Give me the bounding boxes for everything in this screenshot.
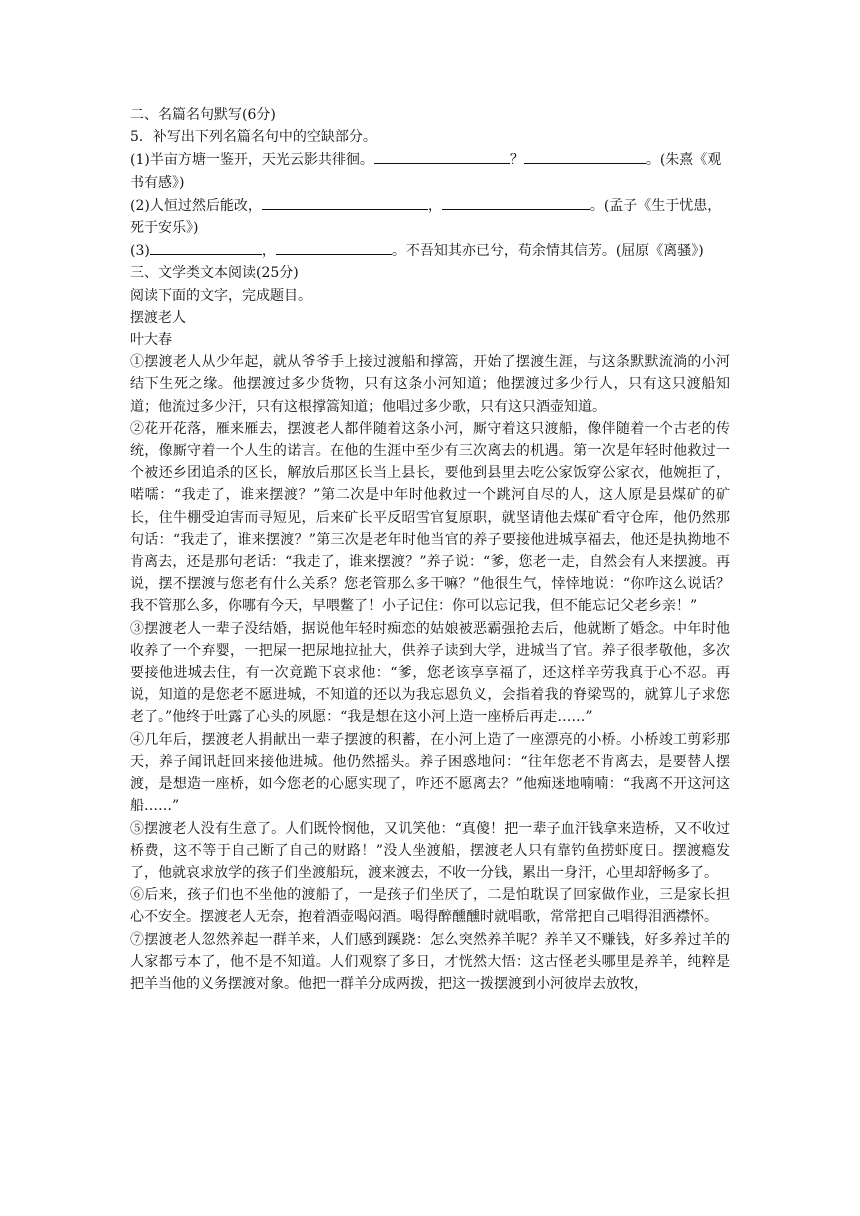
recitation-item-2-source: 死于安乐》): [130, 220, 199, 237]
article-paragraph-6: ⑥后来，孩子们也不坐他的渡船了，一是孩子们坐厌了，二是怕耽误了回家做作业，三是家长担心不安全。摆渡老人无奈，抱着酒壶喝闷酒。喝得醉醺醺时就唱歌，常常把自己唱得泪洒襟怀。: [130, 887, 730, 926]
answer-blank-6[interactable]: [276, 239, 392, 255]
article-author: 叶大春: [130, 332, 172, 349]
question-5-prompt: 5．补写出下列名篇名句中的空缺部分。: [130, 129, 377, 146]
document-page: [130, 104, 730, 995]
section-heading-recitation: 二、名篇名句默写(6分): [130, 107, 276, 123]
article-paragraph-2: ②花开花落，雁来雁去，摆渡老人都伴随着这条小河，厮守着这只渡船，像伴随着一个古老的传统，像厮守着一个人生的诺言。在他的生涯中至少有三次离去的机遇。第一次是年轻时他救过一个被还乡团追杀的区长，解放后那区长当上县长，要他到县里去吃公家饭穿公家衣，他婉拒了，喏嚅：“我走了，谁来摆渡？”第二次是中年时他救过一个跳河自尽的人，这人原是县煤矿的矿长，住牛棚受迫害而寻短见，后来矿长平反昭雪官复原职，就坚请他去煤矿看守仓库，他仍然那句话：“我走了，谁来摆渡？”第三次是老年时他当官的养子要接他进城享福去，他还是执拗地不肯离去，还是那句老话：“我走了，谁来摆渡？”养子说：“爹，您老一走，自然会有人来摆渡。再说，摆不摆渡与您老有什么关系？您老管那么多干嘛？”他很生气，悻悻地说：“你咋这么说话？我不管那么多，你哪有今天，早喂鳖了！小子记住：你可以忘记我，但不能忘记父老乡亲！”: [130, 420, 730, 615]
article-paragraph-7: ⑦摆渡老人忽然养起一群羊来，人们感到蹊跷：怎么突然养羊呢？养羊又不赚钱，好多养过羊的人家都亏本了，他不是不知道。人们观察了多日，才恍然大悟：这古怪老头哪里是养羊，纯粹是把羊当他的义务摆渡对象。他把一群羊分成两拨，把这一拨摆渡到小河彼岸去放牧，: [130, 931, 730, 992]
recitation-item-1: (1)半亩方塘一鉴开，天光云影共徘徊。 ？ 。(朱熹《观: [130, 148, 730, 171]
section-heading-reading: 三、文学类文本阅读(25分): [130, 265, 299, 282]
answer-blank-4[interactable]: [442, 194, 590, 210]
reading-instruction: 阅读下面的文字，完成题目。: [130, 287, 312, 304]
article-paragraph-4: ④几年后，摆渡老人捐献出一辈子摆渡的积蓄，在小河上造了一座漂亮的小桥。小桥竣工剪彩那天，养子闻讯赶回来接他进城。他仍然摇头。养子困惑地问：“往年您老不肯离去，是要替人摆渡，是想造一座桥，如今您老的心愿实现了，咋还不愿离去？”他痴迷地喃喃：“我离不开这河这船……”: [130, 731, 730, 815]
answer-blank-2[interactable]: [524, 148, 646, 164]
answer-blank-5[interactable]: [150, 239, 262, 255]
recitation-item-2: (2)人恒过然后能改， ， 。(孟子《生于忧患，: [130, 194, 730, 217]
recitation-item-1-source: 书有感》): [130, 174, 185, 191]
answer-blank-1[interactable]: [374, 148, 510, 164]
article-paragraph-5: ⑤摆渡老人没有生意了。人们既怜悯他，又讥笑他：“真傻！把一辈子血汗钱拿来造桥，又不收过桥费，这不等于自己断了自己的财路！”没人坐渡船，摆渡老人只有靠钓鱼捞虾度日。摆渡瘾发了，他就哀求放学的孩子们坐渡船玩，渡来渡去，不收一分钱，累出一身汗，心里却舒畅多了。: [130, 820, 730, 881]
article-paragraph-3: ③摆渡老人一辈子没结婚，据说他年轻时痴恋的姑娘被恶霸强抢去后，他就断了婚念。中年时他收养了一个弃婴，一把屎一把尿地拉扯大，供养子读到大学，进城当了官。养子很孝敬他，多次要接他进城去住，有一次竟跪下哀求他：“爹，您老该享享福了，还这样辛劳我真于心不忍。再说，知道的是您老不愿进城，不知道的还以为我忘恩负义，会指着我的脊梁骂的，就算儿子求您老了。”他终于吐露了心头的夙愿：“我是想在这小河上造一座桥后再走……”: [130, 620, 730, 726]
article-title: 摆渡老人: [130, 309, 186, 326]
answer-blank-3[interactable]: [262, 194, 428, 210]
article-paragraph-1: ①摆渡老人从少年起，就从爷爷手上接过渡船和撑篙，开始了摆渡生涯，与这条默默流淌的小河结下生死之缘。他摆渡过多少货物，只有这条小河知道；他摆渡过多少行人，只有这只渡船知道；他流过多少汗，只有这根撑篙知道；他唱过多少歌，只有这只酒壶知道。: [130, 354, 730, 415]
recitation-item-3: (3) ， 。不吾知其亦已兮，苟余情其信芳。(屈原《离骚》): [130, 239, 730, 262]
